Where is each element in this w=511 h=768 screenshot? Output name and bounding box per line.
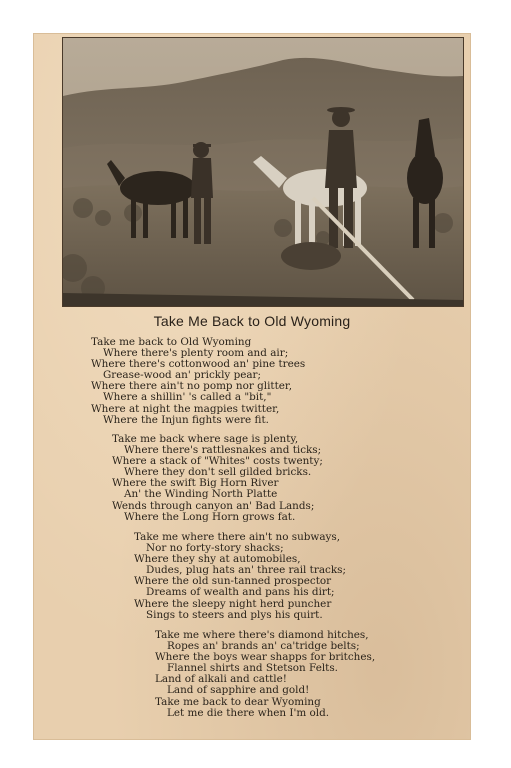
- poem-line: Take me where there ain't no subways,: [134, 531, 341, 543]
- stanza-3: [134, 532, 346, 621]
- poem-line: Sings to steers and plys his quirt.: [146, 608, 323, 621]
- poem-line: Where the swift Big Horn River: [112, 477, 279, 490]
- poem-line: Where they shy at automobiles,: [134, 553, 301, 566]
- poem-line: Where there's rattlesnakes and ticks;: [124, 444, 322, 457]
- postcard: [33, 33, 471, 740]
- poem-line: Wends through canyon an' Bad Lands;: [112, 499, 315, 512]
- poem: [33, 33, 471, 740]
- poem-line: Where the boys wear shapps for britches,: [155, 651, 376, 664]
- poem-line: Take me back to dear Wyoming: [155, 695, 321, 708]
- poem-line: Where at night the magpies twitter,: [91, 402, 280, 415]
- poem-line: Land of sapphire and gold!: [167, 684, 310, 697]
- poem-line: Take me back to Old Wyoming: [91, 336, 252, 348]
- poem-line: Where they don't sell gilded bricks.: [124, 466, 312, 479]
- poem-line: Where there ain't no pomp nor glitter,: [91, 380, 293, 393]
- poem-line: Where the Injun fights were fit.: [103, 413, 269, 426]
- poem-line: Flannel shirts and Stetson Felts.: [167, 662, 338, 675]
- poem-title: Take Me Back to Old Wyoming: [153, 313, 351, 329]
- poem-line: Where the sleepy night herd puncher: [134, 597, 332, 610]
- poem-line: Dudes, plug hats an' three rail tracks;: [146, 564, 346, 577]
- poem-line: Grease-wood an' prickly pear;: [103, 369, 262, 382]
- poem-line: Where there's plenty room and air;: [103, 347, 289, 360]
- poem-line: Take me back where sage is plenty,: [112, 433, 299, 445]
- poem-line: Where a stack of "Whites" costs twenty;: [112, 455, 323, 468]
- poem-line: An' the Winding North Platte: [124, 488, 278, 501]
- poem-line: Land of alkali and cattle!: [155, 673, 287, 686]
- stanza-2: [112, 434, 323, 523]
- poem-line: Nor no forty-story shacks;: [146, 542, 284, 555]
- poem-line: Where a shillin' 's called a "bit,": [103, 391, 272, 404]
- stanza-4: [155, 630, 375, 719]
- poem-line: Where the old sun-tanned prospector: [134, 575, 332, 588]
- poem-line: Ropes an' brands an' ca'tridge belts;: [167, 640, 360, 653]
- poem-line: Let me die there when I'm old.: [167, 706, 330, 719]
- stanza-1: [91, 337, 305, 426]
- poem-line: Where the Long Horn grows fat.: [124, 510, 296, 523]
- poem-line: Take me where there's diamond hitches,: [155, 629, 369, 641]
- poem-line: Dreams of wealth and pans his dirt;: [146, 586, 335, 599]
- poem-line: Where there's cottonwood an' pine trees: [91, 358, 306, 371]
